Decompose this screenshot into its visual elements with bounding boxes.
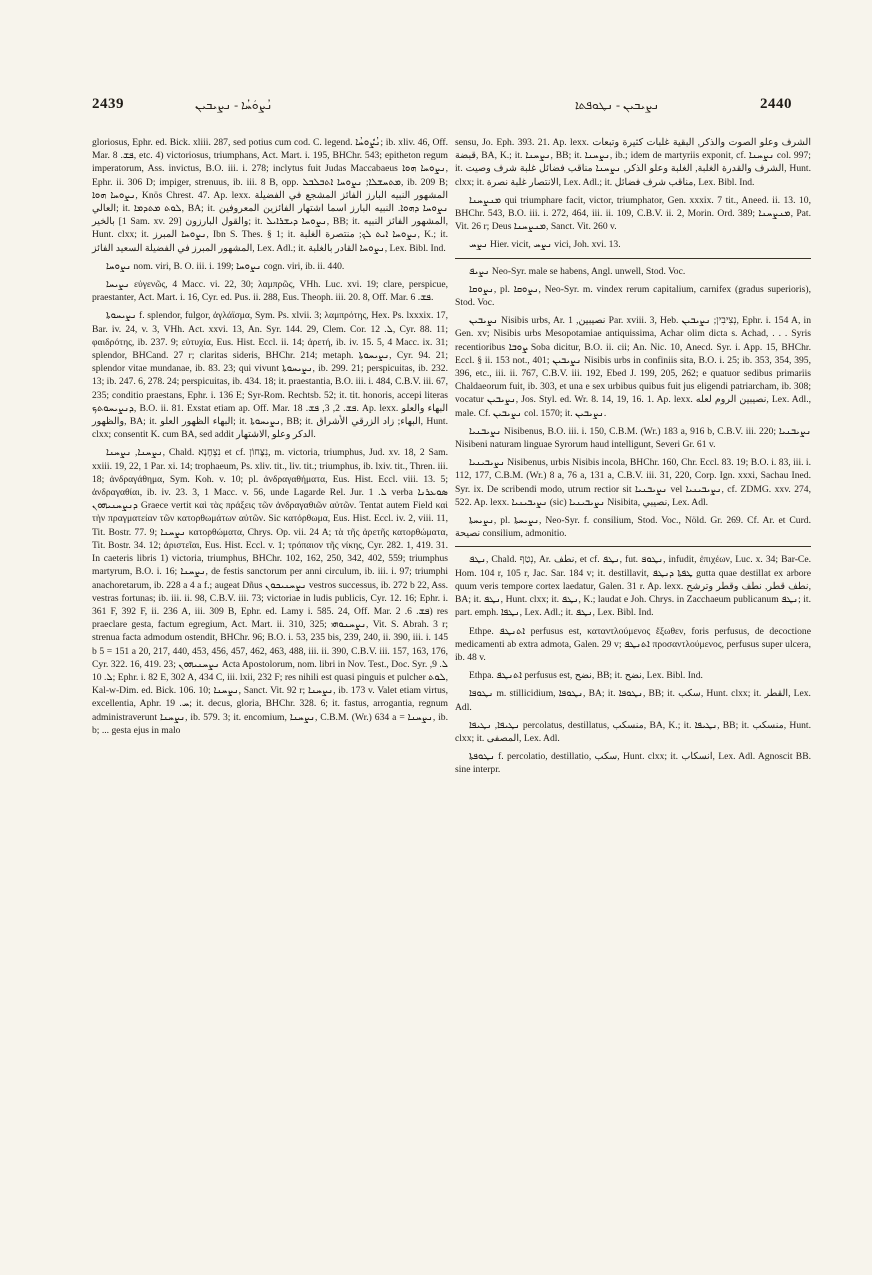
section-divider [455,546,811,547]
entry-paragraph: ܢܨܝܒܝܢ Nisibis urbs, Ar. نصيبين, 1 Par. xviii. 3, Heb. נְצִיבִין; ܢܨܝܒܝܢ, Ephr. i. 154 A, in Gen. xv; Nisibis urbs Mesopotamiae antiquissima, Achar olim dicta s. Achad, . . . Syris recentioribus ܨܘܒܐ Soba dicitur, B.O. ii. cii; An. Nic. 10, Anecd. Syr. i. App. 15, BHChr. Eccl. § ii. 153 not., 401; ܢܨܝܒܝܢ Nisibis urbs in confiniis sita, B.O. i. 25; ib. 353, 354, 395, 396, etc., iii. ii. 767, C.B.V. iii. 192, Ebed J. 199, 205, 262; e quatuor sedibus primariis Chaldaeorum fuit, ib. 303, et una e sex urbibus quibus fuit jus eligendi patriarcham, ib. 308; vocatur ܢܨܝܒܝܢ, Jos. Styl. ed. Wr. 8. 14, 19, 16. 1. Ap. lexx. نصيبين الروم لعله, Lex. Adl., male. Cf. ܢܨܝܒܝܢ col. 1570; it. ܢܨܝܒܝܢ. [455,315,812,419]
page-number-right: 2440 [760,96,792,112]
running-head-left: ܢܳܨܘܿܚܳܐ - ܢܨܝܒܝܢ [195,98,273,112]
entry-paragraph: ܢܨܝܚܐ εὐγενῶς, 4 Macc. vi. 22, 30; λαμπρῶς, VHh. Luc. xvi. 19; clare, perspicue, praestanter, Act. Mart. i. 16, Cyr. ed. Pus. ii. 288, Eus. Theoph. iii. 20. 8, Off. Mar. ܦܫ. 6. [92,279,448,304]
entry-paragraph: Ethpa. ܐܬܢܛܦ perfusus est, نضح, BB; it. نضح, Lex. Bibl. Ind. [469,670,703,682]
entry-paragraph: ܢܨܝܚܬܐ, pl. ܢܨܝܚܬܐ, Neo-Syr. f. consilium, Stod. Voc., Nöld. Gr. 269. Cf. Ar. et Curd. نصيحة consilium, admonitio. [455,515,811,540]
entry-paragraph: Ethpe. ܐܬܢܛܦ perfusus est, καταντλούμενος ἔξωθεν, foris perfusus, de decoctione medicamenti ab extra admota, Galen. 29 v; ܐܬܢܛܦ προσαντλούμενος, perfusus super ulcera, ib. 48 v. [455,625,811,663]
entry-paragraph: ܢܨܝܒܝܢܝܐ Nisibenus, urbis Nisibis incola, BHChr. 160, Chr. Eccl. 83. 19; B.O. i. 83, iii. i. 112, 177, C.B.M. (Wr.) 8 a, 76 a, 131 a, C.B.V. iii. 31, 220, Corp. Ign. xxxi, Sachau Ined. Syr. ix. De scribendi modo, utrum rectior sit ܢܨܝܒܢܝܐ vel ܢܨܝܒܝܢܝܐ, cf. ZDMG. xxv. 274, 522. Ap. lexx. ܢܨܝܒܝܢܝܐ (sic) ܢܨܝܒܝܢܝܐ Nisibita, نصيبي, Lex. Adl. [455,457,811,508]
right-column [455,136,811,782]
entry-paragraph: ܢܨܝܒܢܝܐ Nisibenus, B.O. iii. i. 150, C.B.M. (Wr.) 183 a, 916 b, C.B.V. iii. 220; ܢܨܝܒܢܝܐ Nisibeni naturam linguae Syrorum haud intelligunt, Severi Gr. 61 v. [455,425,811,451]
entry-paragraph: ܢܛܝܦܐ, ܢܛܝܦܐ percolatus, destillatus, منسكب, BA, K.; it. ܢܛܝܦܐ, BB; it. منسكب, Hunt. clxx; it. المصفى, Lex. Adl. [455,719,811,744]
section-divider [455,258,811,259]
entry-paragraph: ܢܨܘܚܐ nom. viri, B. O. iii. i. 199; ܢܨܘܚܐ cogn. viri, ib. ii. 440. [106,260,345,272]
entry-paragraph: ܢܨܚ Hier. vicit, ܢܨܚ vici, Joh. xvi. 13. [469,239,621,251]
entry-paragraph: gloriosus, Ephr. ed. Bick. xliii. 287, sed potius cum cod. C. legend. ܢܳܨܽܘܚܳܐ; ib. xliv. 46, Off. Mar. ܦܫ. 8, etc. 4) victoriosus, triumphans, Act. Mart. i. 195, BHChr. 543; epitheton regum imperatorum, Ass. invictus, B.O. iii. i. 278; inclytus fuit Judas Maccabaeus ܢܨܘܚܐ ܗܘܐ, Ephr. ii. 306 D; impiger, strenuus, ib. iii. 8 B, opp. ܡܬܚܫܠܐ; ܢܨܘܚܐ ܐܬܒܠܒܠ, ib. 209 B; ܢܨܘܚܐ ܗܘܐ, Knös Chrest. 47. Ap. lexx. المشهور النبيه البارز الفائز المشجع في الفضيلة العالي; it. ܠܘܬ ܡܬܕܡܐ, BA; it. ܢܨܘܚܐ ܕܗܘܐ. النبيه البارز اسما اشتهار الفائزين المعروفين بالخير [1 Sam. xv. 29] والقول البارزون; it. ܢܨܘܚܐ ܕܝܫܪܐܝܠ, BB; it. المشهور الفائز النبيه, Hunt. clxx; it. ܢܨܘܚܐ المبرز, Ibn S. Thes. § 1; it. ܢܨܘܚܐ ܐܝܬ ܠܟ; منتصرة الغلبة, K.; it. المشهور المبرز في الفضيلة السعيد الفائز, Lex. Adl.; it. ܢܨܘܚܐ القادر بالغلبة, Lex. Bibl. Ind. [92,137,449,254]
entry-paragraph: ܢܛܘܦܐ m. stillicidium, ܢܛܘܦܐ, BA; it. ܢܛܘܦܐ, BB; it. سكب, Hunt. clxx; it. القطر, Lex. Adl. [455,688,811,713]
page-number-left: 2439 [92,96,124,112]
entry-paragraph: sensu, Jo. Eph. 393. 21. Ap. lexx. الشرف وعلو الصوت والذكر, البقية غلبات كثيرة وتبعات قبضة, BA, K.; it. ܢܨܚܢܐ, BB; it. ܢܨܚܢܐ, ib.; idem de martyriis exponit, cf. ܢܨܚܢܐ col. 997; it. الشرف والقدرة الغلبة, الغلبة وعلو الذكر, ܢܨܚܢܐ مناقب فضائل غلبة شرف وصيت, Hunt. clxx; it. الانتصار غلبة نصرة, Lex. Adl.; it. مناقب شرف فضائل, Lex. Bibl. Ind. [455,137,811,188]
entry-paragraph: ܢܛܦ, Chald. נְטַף, Ar. نطف, et cf. ܢܛܦ, fut. ܢܛܘܦ, infudit, ἐπιχέων, Luc. x. 34; Bar-Ce. Hom. 104 r, 105 r, Jac. Sar. 184 v; it. destillavit, ܛܦܬܐ ܕܢܛܦ gutta quae destillat ex arbore quum veris tempore cortex laedatur, Galen. 31 r. Ap. lexx. نطف قطر, نطف وقطر وترشح, BA; it. ܢܛܦ, Hunt. clxx; it. ܢܛܦ, K.; laudat e Joh. Chrys. in Zacchaeum publicanum ܢܛܦ; it. part. emph. ܢܛܦܐ, Lex. Adl.; it. ܢܛܦ, Lex. Bibl. Ind. [455,554,811,619]
entry-paragraph: ܢܨܝܚܘܬܐ f. splendor, fulgor, ἀγλάϊσμα, Sym. Ps. xlvii. 3; λαμπρότης, Hex. Ps. lxxxix. 17, Bar. iv. 24, v. 3, VHh. Act. xxvi. 13, An. Syr. 144. 29, Clem. Cor. ܠ. 12, Cyr. 88. 11; φαιδρότης, ib. 237. 9; εὐτυχία, Eus. Hist. Eccl. ii. 14; ἀρετή, ib. iv. 15. 5, 4 Macc. ix. 31; splendor, BHCand. 27 r; claritas sideris, BHChr. 214; metaph. ܢܨܝܚܘܬܐ, Cyr. 94. 21; splendor vitae mundanae, ib. 83. 23; qui vivunt ܢܨܝܚܘܬܐ, ib. 299. 21; perspicuitas, ib. 232. 13; ib. 247. 6, 278. 24; perspicuitas, ib. 434. 18; it. praestantia, B.O. iii. i. 484, C.B.V. iii. 67, 235; conditio praestans, Ephr. i. 136 E; Syr-Rom. Rechtsb. 52; it. tit. honoris, accepi literas ܕܢܨܝܚܘܬܟ, B.O. ii. 81. Exstat etiam ap. Off. Mar. ܦܫ. 2, 3, ܦܫ. 18. Ap. lexx. البهاء والعلو والظهور, BA; it. البهاء الظهور العلو; it. ܢܨܝܚܘܬܐ, BB; it. البهاء; زاد الزرقي الأشراق, Hunt. clxx; consentit K. cum BA, sed addit الدكر وعلو ,الاشتهار. [92,310,449,441]
running-head-right: ܢܨܝܒܝܢ - ܢܛܘܦܬܐ [575,98,660,112]
entry-paragraph: ܢܨܝܦ Neo-Syr. male se habens, Angl. unwell, Stod. Voc. [469,265,686,277]
entry-paragraph: ܢܨܘܩܐ, pl. ܢܨܘܩܐ, Neo-Syr. m. vindex rerum capitalium, carnifex (gradus superioris), Stod. Voc. [455,283,811,309]
entry-paragraph: ܢܨܚܢܐ, ܢܨܚܢܐ, Chald. נִצְחָנָא et cf. נִצָּחוֹן, m. victoria, triumphus, Jud. xv. 18, 2 Sam. xxiii. 19, 22, 1 Par. xi. 14; trophaeum, Ps. xliv. tit., liv. tit.; triumphus, ib. lxiv. tit., Thren. iii. 18; ἀνδραγάθημα, Sym. Koh. v. 10; pl. ἀνδραγαθήματα, Eus. Hist. Eccl. viii. 13. 5; ἀνδραγαθίαι, ib. iv. 23. 3, 1 Macc. v. 56, unde Lagarde Rel. Jur. ܠ. 1 verba ܣܘܥܪܢܐ ܕܢܨܚܢܝܗܘܢ Graece vertit καὶ τὰς πράξεις τῶν ἀνδραγαθιῶν αὐτῶν. Tentat autem Field καὶ τὴν πραγματείαν τῶν κατορθωμάτων αὐτῶν. Sic κατόρθωμα, Eus. Hist. Eccl. iv. 2, viii. 11, Tit. Bostr. 77. 9; ܢܨܚܢܐ κατορθώματα, Chrys. Op. vii. 24 A; τὰ τῆς ἀρετῆς κατορθώματα, Tit. Bostr. 34. 12; ἀριστεῖαι, Eus. Hist. Eccl. v. 1; τρόπαιον τῆς νίκης, Cyr. 282. 1, 419. 31. In caeteris libris 1) victoria, triumphus, BHChr. 102, 162, 250, 342, 402, 559; triumphus martyrum, B.O. i. 16; ܢܨܚܢܐ, de festis sanctorum per anni circulum, ib. iii. i. 97; triumphi anachoretarum, ib. 228 a 4 a f.; augeat Dñus ܢܨܚܢܝܟܘܢ vestros successus, ib. 272 b 22, Ass. vestras fortunas; ib. iii. ii. 98, C.B.V. iii. 73; victoriae in ludis publicis, Cyr. 12. 16; Ephr. i. 361 F, 392 F, ii. 236 A, iii. 309 B, Ephr. ed. Lamy i. 585. 24, Off. Mar. ܦܫ. 6. 2) res praeclare gesta, factum egregium, Act. Mart. ii. 310, 325; ܢܨܚܢܘܗܝ, Vit. S. Abrah. 3 r; strenua facta admodum ostendit, BHChr. 96; B.O. i. 53, 235 bis, 239, 240, ii. 390, iii. i. 145 b 5 = 151 a 20, 217, 440, 453, 456, 457, 462, 463, 488, iii. ii. 390, C.B.V. iii. 157, 163, 176, Cyr. 322. 16, 419. 23; ܢܨܚܢܝܗܘܢ Acta Apostolorum, nom. libri in Nov. Test., Doc. Syr. ܠ. 9, ܠ. 10; Ephr. i. 82 E, 302 A, 434 C, iii. lxii, 232 F; res nihili est quasi pinguis et pulcher ܠܘܬ, Kal-w-Dim. ed. Bick. 106. 10; ܢܨܚܢܐ, Sanct. Vit. 92 r; ܢܨܚܢܐ, ib. 173 v. Valet etiam virtus, excellentia, Aphr. ܚ. 19; it. decus, gloria, BHChr. 328. 6; it. fastus, arrogantia, regnum administraverunt ܢܨܚܢܐ, ib. 579. 3; it. encomium, ܢܨܚܢܐ, C.B.M. (Wr.) 634 a = ܢܨܚܢܐ, ib. b; ... gesta ejus in malo [92,447,449,736]
left-column [92,136,448,742]
entry-paragraph: ܢܛܘܦܬܐ f. percolatio, destillatio, سكب, Hunt. clxx; it. انسكاب, Lex. Adl. Agnoscit BB. sine interpr. [455,751,811,776]
entry-paragraph: ܡܢܨܚܢܐ qui triumphare facit, victor, triumphator, Gen. xxxix. 7 tit., Aneed. ii. 13. 10, BHChr. 543, B.O. iii. i. 272, 464, iii. ii. 109, C.B.V. ii. 2, Morin. Ord. 389; ܡܢܨܚܢܐ, Pat. Vit. 26 r; Deus ܡܢܨܚܢܐ, Sanct. Vit. 260 v. [455,194,811,233]
